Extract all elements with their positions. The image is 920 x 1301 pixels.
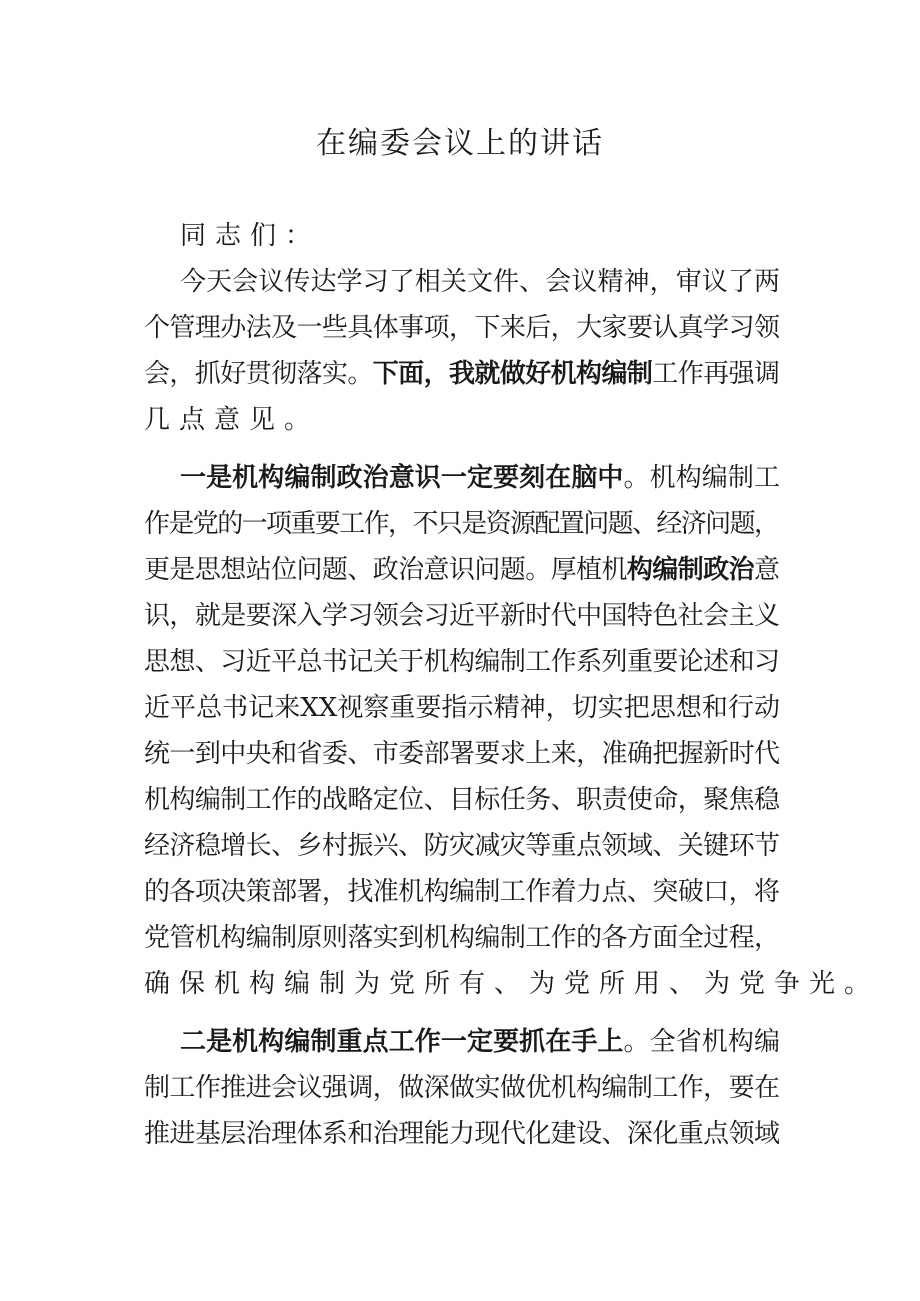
text-segment: 。机构编制工 xyxy=(623,463,781,493)
text-segment: 统一到中央和省委、市委部署要求上来，准确把握新时代 xyxy=(144,739,780,769)
text-line xyxy=(180,458,780,498)
text-segment: 的各项决策部署，找准机构编制工作着力点、突破口，将 xyxy=(144,877,780,907)
page-title: 在编委会议上的讲话 xyxy=(316,126,604,161)
text-line xyxy=(144,308,779,348)
text-line xyxy=(144,734,779,774)
text-line xyxy=(144,596,779,636)
text-segment: 党管机构编制原则落实到机构编制工作的各方面全过程， xyxy=(144,923,780,953)
text-line xyxy=(180,216,320,256)
text-line xyxy=(144,504,778,544)
text-segment: 更是思想站位问题、政治意识问题。厚植机 xyxy=(144,555,627,585)
text-line xyxy=(144,354,779,394)
text-line xyxy=(144,1114,779,1154)
bold-text-segment: 二是机构编制重点工作一定要抓在手上 xyxy=(180,1027,624,1057)
text-segment: 同志们： xyxy=(180,221,321,251)
text-line xyxy=(144,400,319,440)
text-line xyxy=(144,1068,779,1108)
text-segment: 今天会议传达学习了相关文件、会议精神，审议了两 xyxy=(180,267,781,297)
text-line xyxy=(180,262,780,302)
text-line xyxy=(144,964,879,1004)
text-segment: 意 xyxy=(753,555,780,585)
text-segment: 确保机构编制为党所有、为党所用、为党争光。 xyxy=(144,969,880,999)
text-segment: 个管理办法及一些具体事项，下来后，大家要认真学习领 xyxy=(144,313,780,343)
bold-text-segment: 构编制政治 xyxy=(626,555,754,585)
text-segment: 推进基层治理体系和治理能力现代化建设、深化重点领域 xyxy=(144,1119,780,1149)
bold-text-segment: 一是机构编制政治意识一定要刻在脑中 xyxy=(180,463,624,493)
text-segment: 思想、习近平总书记关于机构编制工作系列重要论述和习 xyxy=(144,647,780,677)
text-segment: 作是党的一项重要工作，不只是资源配置问题、经济问题， xyxy=(144,509,779,539)
text-segment: 经济稳增长、乡村振兴、防灾减灾等重点领域、关键环节 xyxy=(144,831,780,861)
text-line xyxy=(144,688,780,728)
text-segment: 工作再强调 xyxy=(652,359,780,389)
text-segment: 。全省机构编 xyxy=(623,1027,781,1057)
text-line xyxy=(144,642,779,682)
text-line xyxy=(144,780,779,820)
text-segment: 机构编制工作的战略定位、目标任务、职责使命，聚焦稳 xyxy=(144,785,780,815)
bold-text-segment: 下面，我就做好机构编制 xyxy=(372,359,653,389)
text-line xyxy=(180,1022,780,1062)
text-line xyxy=(144,872,779,912)
text-segment: 几点意见。 xyxy=(144,405,320,435)
text-line xyxy=(144,826,779,866)
text-segment: 近平总书记来XX视察重要指示精神，切实把思想和行动 xyxy=(144,693,781,723)
text-segment: 识，就是要深入学习领会习近平新时代中国特色社会主义 xyxy=(144,601,780,631)
text-segment: 会，抓好贯彻落实。 xyxy=(144,359,373,389)
text-line xyxy=(144,918,779,958)
text-segment: 制工作推进会议强调，做深做实做优机构编制工作，要在 xyxy=(144,1073,780,1103)
text-line xyxy=(144,550,779,590)
